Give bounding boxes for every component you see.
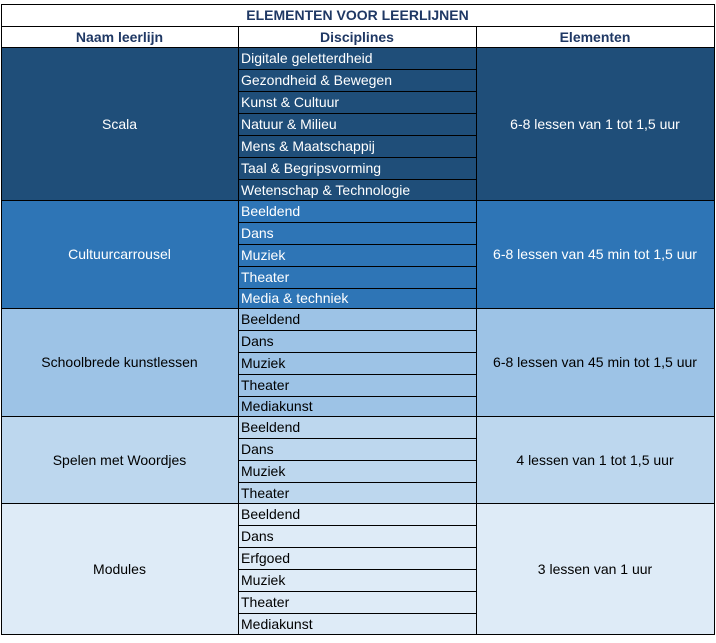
grid-line: [714, 4, 715, 635]
grid-line: [238, 91, 476, 92]
grid-line: [238, 288, 476, 289]
elementen-cell[interactable]: 3 lessen van 1 uur: [537, 561, 653, 577]
grid-line: [1, 4, 2, 635]
discipline-cell[interactable]: Muziek: [241, 247, 286, 263]
grid-line: [238, 396, 476, 397]
grid-line: [238, 266, 476, 267]
discipline-cell[interactable]: Natuur & Milieu: [241, 116, 337, 132]
discipline-cell[interactable]: Mediakunst: [241, 398, 313, 414]
discipline-cell[interactable]: Theater: [241, 484, 290, 501]
grid-line: [238, 482, 476, 483]
leerlijn-name-cell[interactable]: Schoolbrede kunstlessen: [41, 354, 198, 370]
grid-line: [238, 69, 476, 70]
grid-line: [238, 525, 476, 526]
grid-line: [1, 634, 714, 635]
leerlijn-name-cell[interactable]: Scala: [101, 115, 138, 132]
discipline-cell[interactable]: Gezondheid & Bewegen: [241, 72, 392, 88]
grid-line: [238, 244, 476, 245]
discipline-cell[interactable]: Beeldend: [241, 506, 301, 522]
discipline-cell[interactable]: Kunst & Cultuur: [241, 94, 340, 110]
discipline-cell[interactable]: Muziek: [241, 355, 286, 371]
discipline-cell[interactable]: Beeldend: [241, 311, 301, 327]
grid-line: [1, 503, 714, 504]
discipline-cell[interactable]: Theater: [241, 594, 290, 610]
grid-line: [1, 416, 714, 417]
grid-line: [238, 330, 476, 331]
discipline-cell[interactable]: Beeldend: [241, 419, 301, 435]
header-elementen[interactable]: Elementen: [559, 28, 631, 45]
grid-line: [238, 352, 476, 353]
grid-line: [1, 26, 714, 27]
grid-line: [476, 26, 477, 635]
grid-line: [1, 4, 714, 5]
discipline-cell[interactable]: Muziek: [241, 572, 286, 588]
discipline-cell[interactable]: Beeldend: [241, 203, 301, 219]
grid-line: [238, 157, 476, 158]
grid-line: [238, 547, 476, 548]
discipline-cell[interactable]: Dans: [241, 225, 274, 241]
grid-line: [238, 438, 476, 439]
leerlijn-name-cell[interactable]: Cultuurcarrousel: [68, 246, 171, 262]
discipline-cell[interactable]: Dans: [241, 528, 274, 544]
discipline-cell[interactable]: Dans: [241, 333, 274, 349]
grid-line: [238, 222, 476, 223]
header-disciplines[interactable]: Disciplines: [320, 28, 394, 45]
discipline-cell[interactable]: Theater: [241, 377, 290, 393]
discipline-cell[interactable]: Wetenschap & Technologie: [241, 181, 411, 198]
grid-line: [238, 374, 476, 375]
discipline-cell[interactable]: Erfgoed: [241, 550, 291, 566]
elementen-cell[interactable]: 6-8 lessen van 45 min tot 1,5 uur: [493, 354, 697, 370]
grid-line: [238, 569, 476, 570]
grid-line: [238, 460, 476, 461]
grid-line: [238, 113, 476, 114]
leerlijn-name-cell[interactable]: Spelen met Woordjes: [52, 451, 187, 468]
grid-line: [238, 179, 476, 180]
header-naam-leerlijn[interactable]: Naam leerlijn: [75, 28, 164, 45]
discipline-cell[interactable]: Muziek: [241, 463, 286, 479]
discipline-cell[interactable]: Media & techniek: [241, 290, 349, 306]
discipline-cell[interactable]: Digitale geletterdheid: [241, 50, 373, 66]
elementen-cell[interactable]: 6-8 lessen van 1 tot 1,5 uur: [510, 115, 680, 132]
grid-line: [1, 47, 714, 48]
discipline-cell[interactable]: Theater: [241, 269, 290, 285]
grid-line: [238, 26, 239, 635]
elementen-cell[interactable]: 4 lessen van 1 tot 1,5 uur: [516, 451, 674, 468]
table-title[interactable]: ELEMENTEN VOOR LEERLIJNEN: [246, 7, 469, 23]
grid-line: [238, 135, 476, 136]
discipline-cell[interactable]: Mediakunst: [241, 616, 313, 632]
grid-line: [238, 591, 476, 592]
grid-line: [238, 613, 476, 614]
discipline-cell[interactable]: Dans: [241, 441, 274, 457]
elementen-cell[interactable]: 6-8 lessen van 45 min tot 1,5 uur: [493, 246, 697, 262]
discipline-cell[interactable]: Mens & Maatschappij: [241, 138, 375, 154]
discipline-cell[interactable]: Taal & Begripsvorming: [241, 160, 382, 176]
grid-line: [1, 200, 714, 201]
grid-line: [1, 308, 714, 309]
leerlijn-name-cell[interactable]: Modules: [93, 561, 146, 577]
